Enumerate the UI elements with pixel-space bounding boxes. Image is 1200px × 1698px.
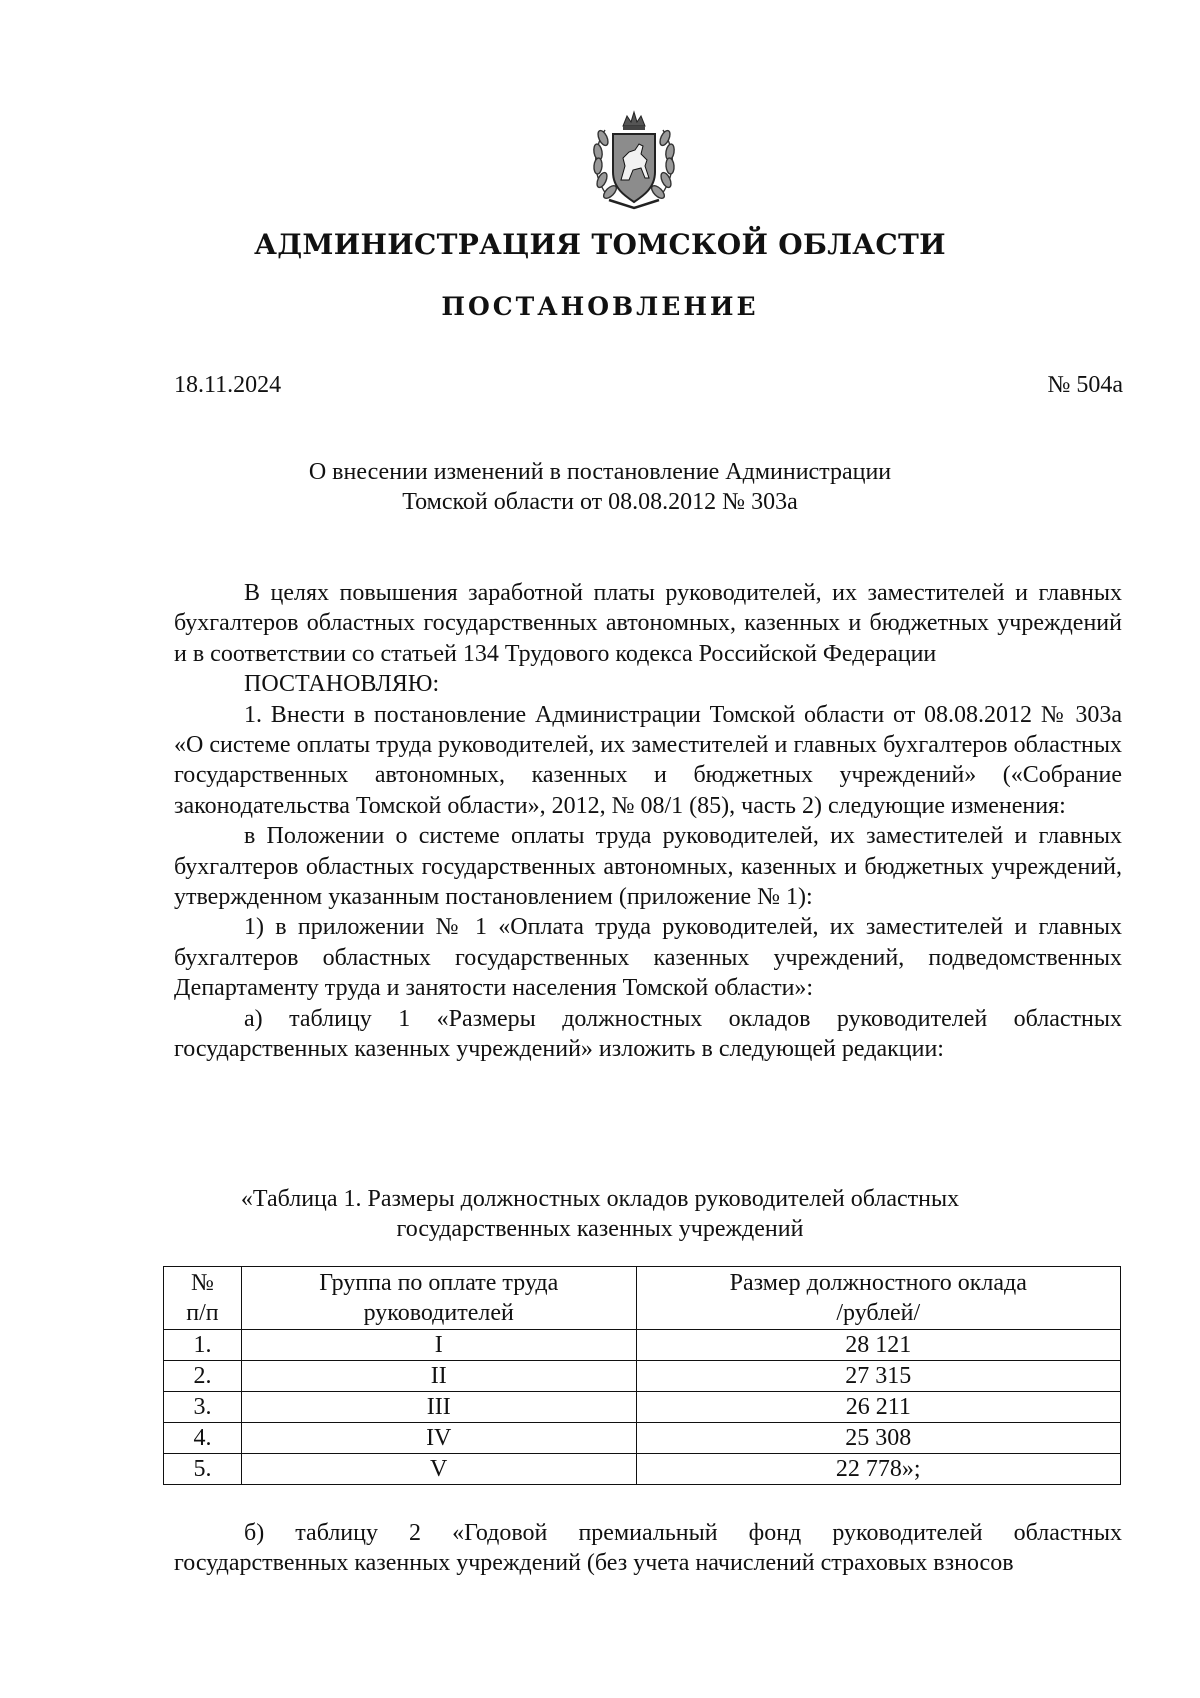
header-group bbox=[241, 1267, 636, 1330]
document-type: ПОСТАНОВЛЕНИЕ bbox=[441, 292, 759, 321]
header-group-line1: Группа по оплате труда bbox=[319, 1270, 559, 1296]
salary-table bbox=[163, 1266, 1121, 1485]
subject-line: О внесении изменений в постановление Администрации bbox=[308, 459, 892, 485]
document-subject bbox=[200, 457, 1000, 517]
body-paragraph: 1. Внести в постановление Администрации Томской области от 08.08.2012 № 303а «О системе оплаты труда руководителей, их заместителей и главных бухгалтеров областных государственных автономных, казенных и бюджетных учреждений» («Собрание законодательства Томской области», 2012, № 08/1 (85), часть 2) следующие изменения: bbox=[174, 701, 1122, 819]
header-salary-line1: Размер должностного оклада bbox=[729, 1270, 1027, 1296]
cell-group: III bbox=[241, 1392, 636, 1423]
cell-group: II bbox=[241, 1361, 636, 1392]
continuation-text bbox=[174, 1518, 1122, 1579]
cell-salary: 22 778»; bbox=[636, 1454, 1120, 1485]
cell-group: V bbox=[241, 1454, 636, 1485]
cell-number: 1. bbox=[164, 1330, 242, 1361]
cell-number: 5. bbox=[164, 1454, 242, 1485]
table-row bbox=[164, 1330, 1121, 1361]
body-paragraph: б) таблицу 2 «Годовой премиальный фонд руководителей областных государственных казенных учреждений (без учета начислений страховых взносов bbox=[174, 1520, 1122, 1577]
document-number: № 504а bbox=[1047, 372, 1123, 398]
body-paragraph: В целях повышения заработной платы руководителей, их заместителей и главных бухгалтеров областных государственных автономных, казенных и бюджетных учреждений и в соответствии со статьей 134 Трудового кодекса Российской Федерации bbox=[174, 580, 1122, 667]
document-body bbox=[174, 578, 1122, 1065]
header-number bbox=[164, 1267, 242, 1330]
header-number-line1: № bbox=[191, 1270, 214, 1296]
header-number-line2: п/п bbox=[186, 1300, 219, 1326]
cell-salary: 28 121 bbox=[636, 1330, 1120, 1361]
caption-line: государственных казенных учреждений bbox=[396, 1216, 804, 1242]
subject-line: Томской области от 08.08.2012 № 303а bbox=[402, 489, 798, 515]
coat-of-arms-emblem bbox=[579, 108, 689, 212]
cell-number: 4. bbox=[164, 1423, 242, 1454]
cell-salary: 27 315 bbox=[636, 1361, 1120, 1392]
table-row bbox=[164, 1392, 1121, 1423]
table-header-row bbox=[164, 1267, 1121, 1330]
header-group-line2: руководителей bbox=[363, 1300, 514, 1326]
table-caption bbox=[150, 1184, 1050, 1244]
decree-word: ПОСТАНОВЛЯЮ: bbox=[244, 671, 440, 698]
document-date: 18.11.2024 bbox=[174, 372, 282, 398]
table-row bbox=[164, 1423, 1121, 1454]
table-row bbox=[164, 1361, 1121, 1392]
cell-group: IV bbox=[241, 1423, 636, 1454]
cell-salary: 26 211 bbox=[636, 1392, 1120, 1423]
body-paragraph: 1) в приложении № 1 «Оплата труда руководителей, их заместителей и главных бухгалтеров областных государственных казенных учреждений, подведомственных Департаменту труда и занятости населения Томской области»: bbox=[174, 914, 1122, 1002]
cell-salary: 25 308 bbox=[636, 1423, 1120, 1454]
caption-line: «Таблица 1. Размеры должностных окладов руководителей областных bbox=[240, 1186, 960, 1212]
cell-number: 2. bbox=[164, 1361, 242, 1392]
body-paragraph: а) таблицу 1 «Размеры должностных окладов руководителей областных государственных казенных учреждений» изложить в следующей редакции: bbox=[174, 1005, 1122, 1063]
cell-number: 3. bbox=[164, 1392, 242, 1423]
body-paragraph: в Положении о системе оплаты труда руководителей, их заместителей и главных бухгалтеров областных государственных автономных, казенных и бюджетных учреждений, утвержденном указанным постановлением (приложение № 1): bbox=[174, 823, 1122, 911]
header-salary bbox=[636, 1267, 1120, 1330]
header-salary-line2: /рублей/ bbox=[836, 1300, 921, 1326]
cell-group: I bbox=[241, 1330, 636, 1361]
table-row bbox=[164, 1454, 1121, 1485]
organization-title: АДМИНИСТРАЦИЯ ТОМСКОЙ ОБЛАСТИ bbox=[254, 228, 946, 261]
